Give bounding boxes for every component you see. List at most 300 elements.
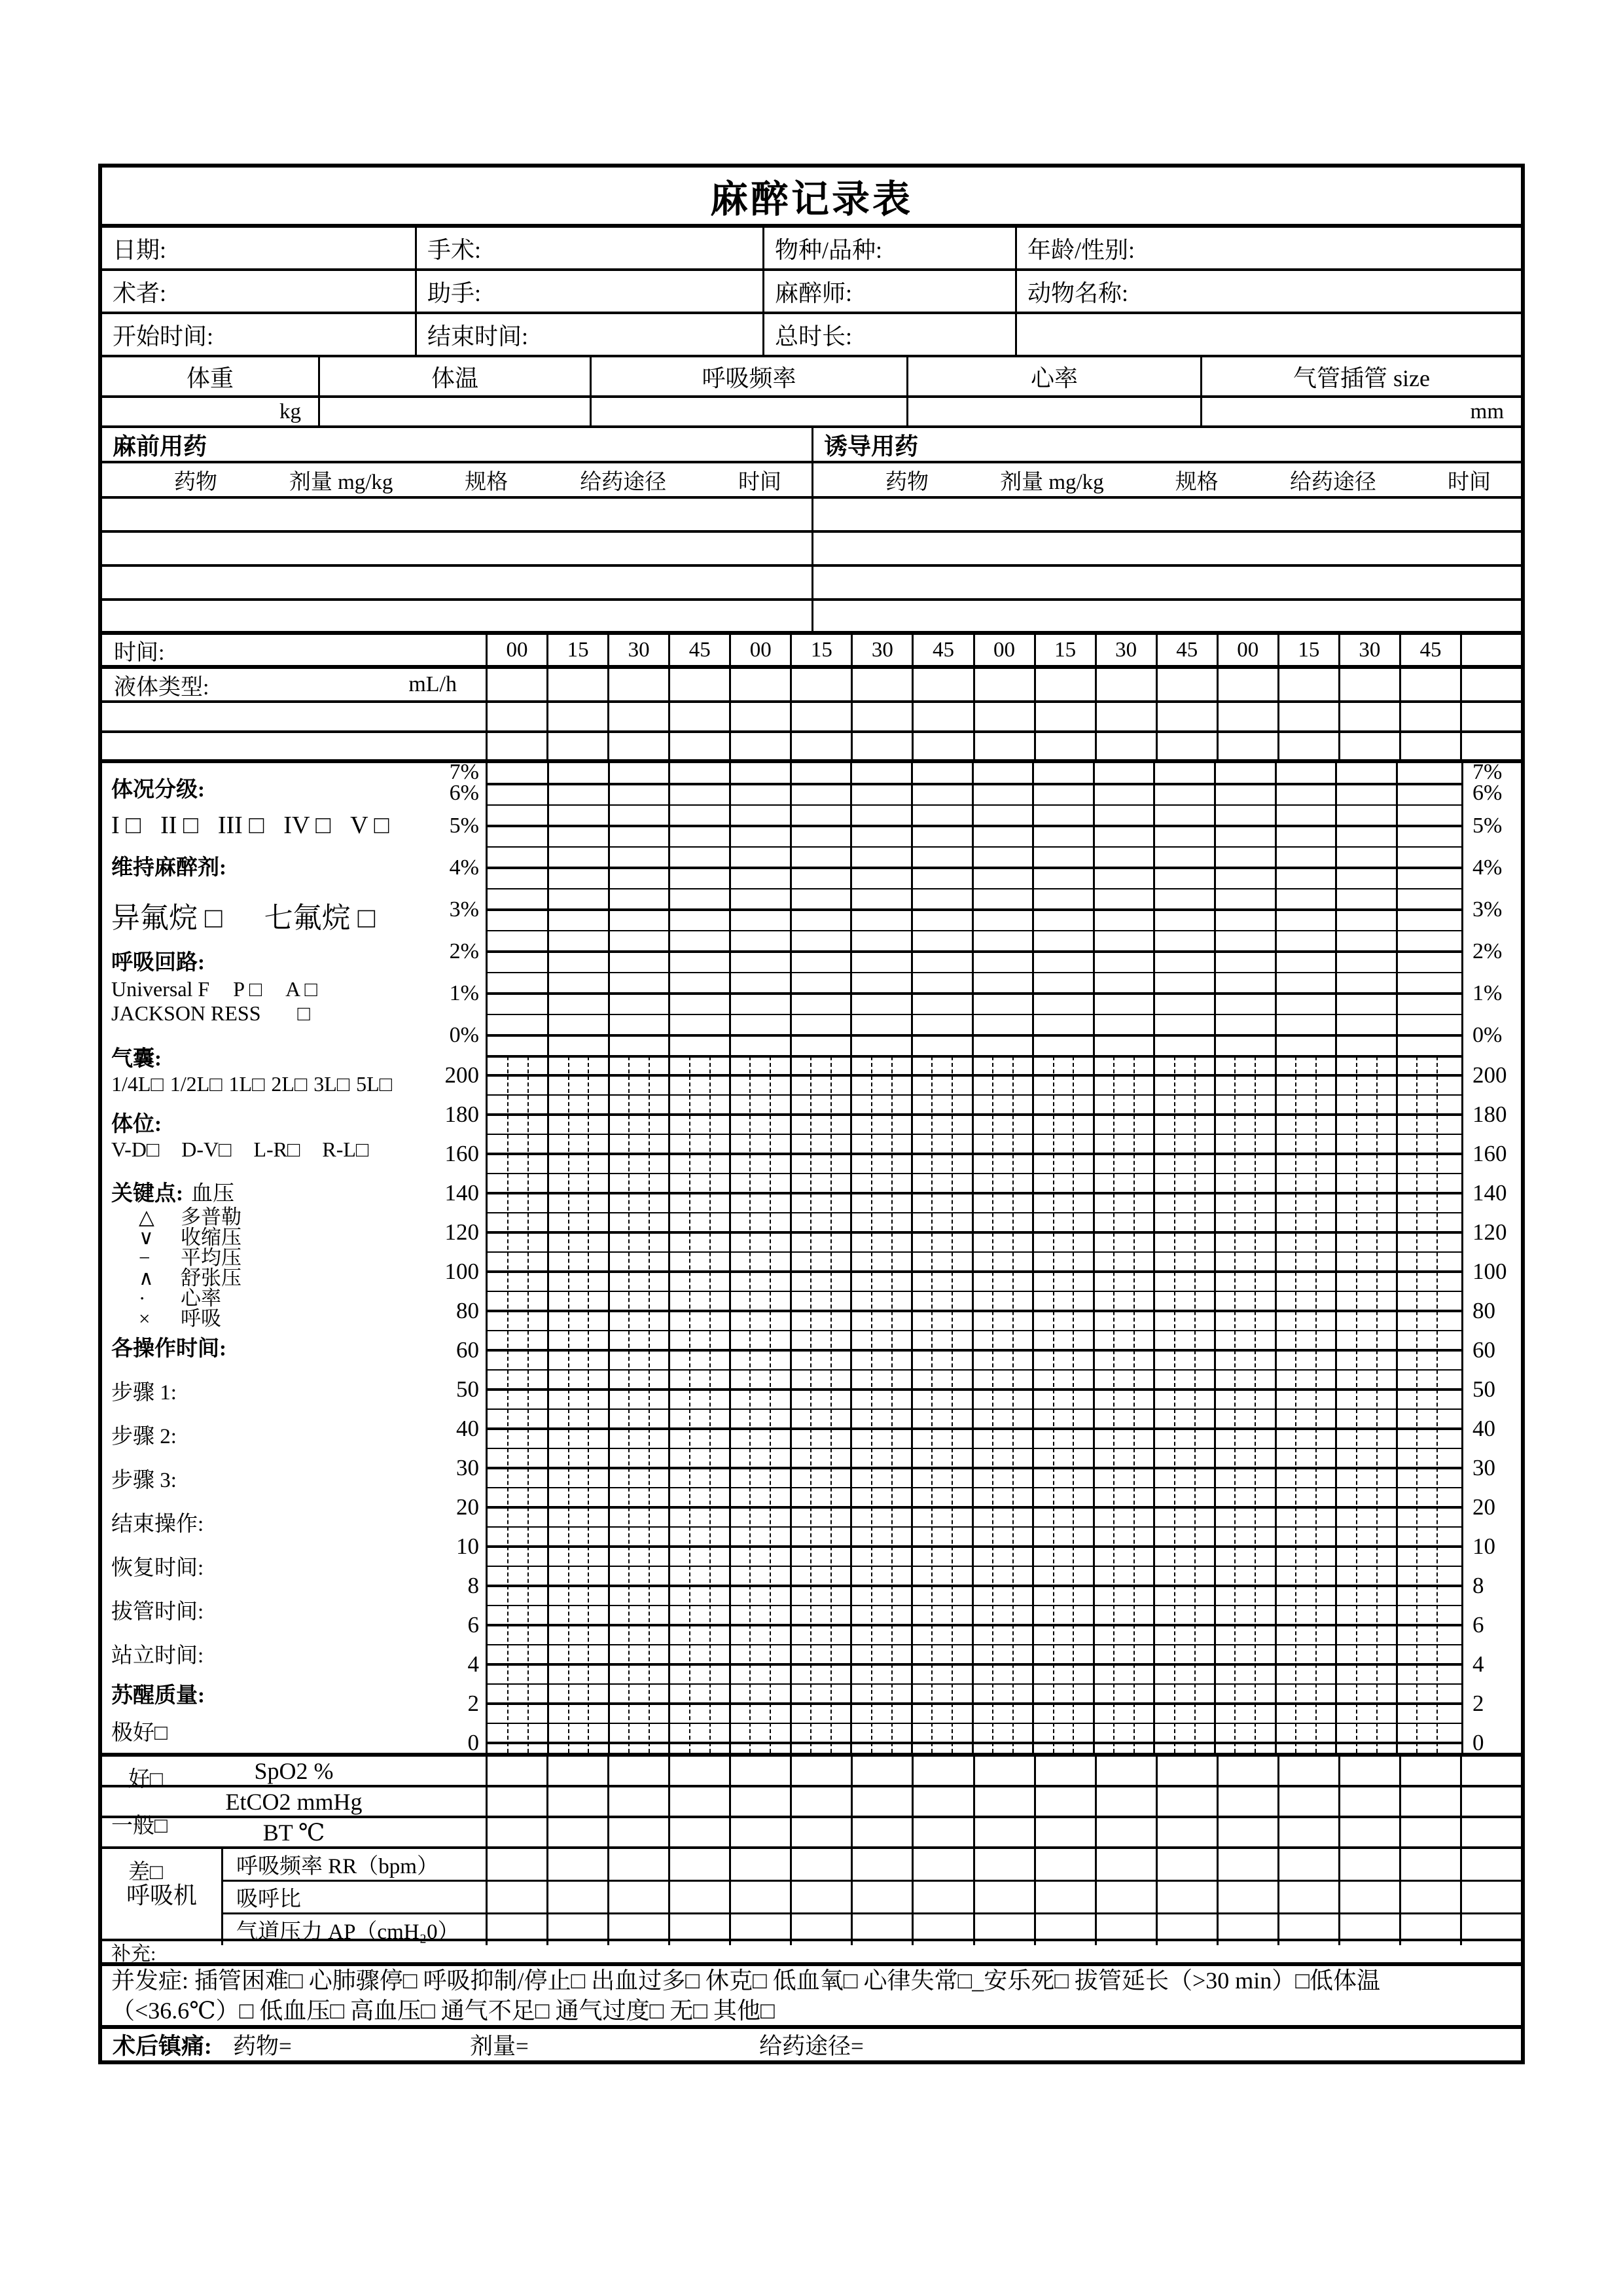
fluid-cell-14[interactable]	[1277, 669, 1338, 700]
info-grid	[102, 228, 1521, 357]
fluid-extra-1-cell-17[interactable]	[1460, 703, 1521, 730]
recovery-option-label: 一般	[111, 1814, 154, 1838]
vent-3-cell-6[interactable]	[790, 1914, 851, 1945]
vent-3-cell-14[interactable]	[1277, 1914, 1338, 1945]
vent-1-cell-8[interactable]	[912, 1849, 972, 1880]
position-checkbox-R-L[interactable]: □	[355, 1138, 369, 1161]
operation-time-1[interactable]: 步骤 1:	[111, 1381, 177, 1405]
drug-column-header: 剂量 mg/kg	[289, 470, 393, 494]
vital-tick-left-120: 120	[444, 1219, 479, 1245]
time-cell-13[interactable]: 00	[1217, 635, 1277, 665]
monitor-1-cell-4[interactable]	[668, 1757, 729, 1785]
condition-checkbox-I[interactable]: □	[126, 812, 141, 839]
fluid-cell-15[interactable]	[1338, 669, 1399, 700]
monitor-1-cell-14[interactable]	[1277, 1757, 1338, 1785]
supplement-row[interactable]	[102, 1941, 1521, 1966]
circuit-checkbox-A[interactable]: □	[304, 977, 317, 1001]
monitor-2-cell-7[interactable]	[851, 1787, 912, 1816]
vitals-chart-grid[interactable]	[486, 763, 1463, 1753]
monitor-2-cell-8[interactable]	[912, 1787, 972, 1816]
fluid-extra-1-cell-14[interactable]	[1277, 703, 1338, 730]
fluid-extra-2-cell-10[interactable]	[1034, 733, 1095, 759]
info-field-1-3[interactable]	[762, 228, 1015, 268]
vital-tick-left-100: 100	[444, 1259, 479, 1284]
postop-route-field[interactable]: 给药途径=	[759, 2034, 864, 2059]
induction-entry-cell[interactable]	[812, 533, 1521, 564]
fluid-extra-2-cell-16[interactable]	[1399, 733, 1460, 759]
time-cell-14[interactable]: 15	[1277, 635, 1338, 665]
monitor-3-cell-4[interactable]	[668, 1818, 729, 1846]
fluid-cell-17[interactable]	[1460, 669, 1521, 700]
empty-label-cell[interactable]	[102, 733, 486, 759]
fluid-cell-4[interactable]	[668, 669, 729, 700]
operation-time-5[interactable]: 恢复时间:	[111, 1556, 204, 1580]
monitor-2-cell-13[interactable]	[1217, 1787, 1277, 1816]
time-cell-2[interactable]: 15	[546, 635, 607, 665]
bag-checkbox-3L[interactable]: □	[336, 1072, 350, 1096]
vent-3-cell-15[interactable]	[1338, 1914, 1399, 1945]
vent-1-cell-14[interactable]	[1277, 1849, 1338, 1880]
position-checkbox-L-R[interactable]: □	[287, 1138, 300, 1161]
monitor-1-cell-10[interactable]	[1034, 1757, 1095, 1785]
vent-2-cell-7[interactable]	[851, 1882, 912, 1912]
premed-entry-cell[interactable]	[102, 567, 812, 598]
condition-checkbox-V[interactable]: □	[374, 812, 389, 839]
vent-sub-row-2	[221, 1882, 1521, 1914]
monitor-1-cell-5[interactable]	[729, 1757, 790, 1785]
fluid-cell-2[interactable]	[546, 669, 607, 700]
vent-3-cell-1[interactable]	[486, 1914, 546, 1945]
time-cell-4[interactable]: 45	[668, 635, 729, 665]
condition-option-I: I □	[111, 812, 141, 839]
info-field-2-2[interactable]	[415, 271, 762, 312]
vent-1-cell-11[interactable]	[1095, 1849, 1156, 1880]
fluid-extra-1-cell-2[interactable]	[546, 703, 607, 730]
monitor-3-cell-2[interactable]	[546, 1818, 607, 1846]
vent-3-cell-3[interactable]	[607, 1914, 668, 1945]
operation-time-7[interactable]: 站立时间:	[111, 1644, 204, 1668]
legend-name-2: 收缩压	[181, 1226, 241, 1249]
measure-units-row	[102, 398, 1521, 428]
fluid-extra-2-cell-13[interactable]	[1217, 733, 1277, 759]
measure-value-5[interactable]	[1200, 398, 1521, 425]
legend-symbol-6: ×	[139, 1307, 151, 1330]
info-field-1-1[interactable]	[102, 228, 415, 268]
monitor-1-cell-6[interactable]	[790, 1757, 851, 1785]
vent-3-cell-17[interactable]	[1460, 1914, 1521, 1945]
vent-2-cell-17[interactable]	[1460, 1882, 1521, 1912]
vent-1-cell-5[interactable]	[729, 1849, 790, 1880]
condition-checkbox-III[interactable]: □	[249, 812, 264, 839]
vent-1-cell-10[interactable]	[1034, 1849, 1095, 1880]
monitor-1-cell-11[interactable]	[1095, 1757, 1156, 1785]
vent-2-cell-2[interactable]	[546, 1882, 607, 1912]
pct-tick-right-0%: 0%	[1472, 1023, 1503, 1047]
vent-3-cell-10[interactable]	[1034, 1914, 1095, 1945]
fluid-extra-1-cell-6[interactable]	[790, 703, 851, 730]
monitor-1-cell-17[interactable]	[1460, 1757, 1521, 1785]
fluid-extra-1-cell-8[interactable]	[912, 703, 972, 730]
monitor-3-cell-10[interactable]	[1034, 1818, 1095, 1846]
fluid-extra-1-cell-12[interactable]	[1156, 703, 1217, 730]
vent-1-cell-15[interactable]	[1338, 1849, 1399, 1880]
info-field-1-4[interactable]	[1015, 228, 1521, 268]
vent-3-cell-4[interactable]	[668, 1914, 729, 1945]
time-cell-17[interactable]	[1460, 635, 1521, 665]
maintenance-checkbox-七氟烷[interactable]: □	[357, 902, 376, 934]
fluid-extra-1-cell-10[interactable]	[1034, 703, 1095, 730]
monitor-1-cell-12[interactable]	[1156, 1757, 1217, 1785]
drug-column-header: 规格	[465, 470, 508, 494]
premed-entry-cell[interactable]	[102, 533, 812, 564]
bag-checkbox-5L[interactable]: □	[379, 1072, 393, 1096]
vent-1-cell-9[interactable]	[973, 1849, 1034, 1880]
position-option-V-D: V-D□	[111, 1138, 160, 1161]
info-field-3-2[interactable]	[415, 314, 762, 355]
vent-1-cell-12[interactable]	[1156, 1849, 1217, 1880]
fluid-cell-1[interactable]	[486, 669, 546, 700]
vent-2-cell-16[interactable]	[1399, 1882, 1460, 1912]
monitor-1-cell-15[interactable]	[1338, 1757, 1399, 1785]
monitor-2-cell-11[interactable]	[1095, 1787, 1156, 1816]
fluid-extra-2-cell-12[interactable]	[1156, 733, 1217, 759]
vent-2-cell-12[interactable]	[1156, 1882, 1217, 1912]
measure-value-1[interactable]	[102, 398, 318, 425]
info-field-1-2[interactable]	[415, 228, 762, 268]
pct-tick-left-1%: 1%	[449, 981, 479, 1005]
monitor-1-cell-9[interactable]	[973, 1757, 1034, 1785]
monitor-2-cell-16[interactable]	[1399, 1787, 1460, 1816]
info-field-label: 结束时间:	[427, 323, 529, 350]
monitor-3-cell-1[interactable]	[486, 1818, 546, 1846]
vent-2-cell-10[interactable]	[1034, 1882, 1095, 1912]
fluid-extra-2-cell-14[interactable]	[1277, 733, 1338, 759]
time-cell-6[interactable]: 15	[790, 635, 851, 665]
fluid-cell-10[interactable]	[1034, 669, 1095, 700]
fluid-extra-1-cell-11[interactable]	[1095, 703, 1156, 730]
time-cell-3[interactable]: 30	[607, 635, 668, 665]
drug-column-header: 给药途径	[580, 470, 667, 494]
monitor-2-cell-10[interactable]	[1034, 1787, 1095, 1816]
monitor-1-cell-1[interactable]	[486, 1757, 546, 1785]
fluid-extra-1-cell-4[interactable]	[668, 703, 729, 730]
fluid-extra-1-cell-16[interactable]	[1399, 703, 1460, 730]
monitor-label-2: EtCO2 mmHg	[225, 1788, 363, 1815]
condition-checkbox-IV[interactable]: □	[315, 812, 331, 839]
induction-entry-cell[interactable]	[812, 567, 1521, 598]
premed-entry-cell[interactable]	[102, 499, 812, 530]
info-field-3-1[interactable]	[102, 314, 415, 355]
vent-3-cell-9[interactable]	[973, 1914, 1034, 1945]
monitor-1-cell-8[interactable]	[912, 1757, 972, 1785]
fluid-extra-2-cell-7[interactable]	[851, 733, 912, 759]
air-bag-label: 气囊:	[111, 1047, 162, 1071]
vital-tick-left-4: 4	[467, 1651, 479, 1677]
time-cell-7[interactable]: 30	[851, 635, 912, 665]
monitor-1-cell-16[interactable]	[1399, 1757, 1460, 1785]
bag-checkbox-1L[interactable]: □	[252, 1072, 265, 1096]
vent-1-cell-1[interactable]	[486, 1849, 546, 1880]
vital-tick-left-200: 200	[444, 1062, 479, 1088]
monitor-3-cell-17[interactable]	[1460, 1818, 1521, 1846]
vital-tick-left-50: 50	[456, 1376, 479, 1402]
monitor-2-cell-12[interactable]	[1156, 1787, 1217, 1816]
bag-option-1/2L: 1/2L□	[169, 1072, 223, 1096]
vent-1-cell-17[interactable]	[1460, 1849, 1521, 1880]
vital-tick-left-60: 60	[456, 1337, 479, 1363]
recovery-checkbox-一般[interactable]: □	[154, 1814, 168, 1838]
monitor-3-cell-11[interactable]	[1095, 1818, 1156, 1846]
condition-checkbox-II[interactable]: □	[183, 812, 198, 839]
info-field-label: 物种/品种:	[775, 236, 883, 263]
monitor-3-cell-7[interactable]	[851, 1818, 912, 1846]
fluid-extra-2-cell-9[interactable]	[973, 733, 1034, 759]
complications-line-2[interactable]: （<36.6℃）□ 低血压□ 高血压□ 通气不足□ 通气过度□ 无□ 其他□	[111, 1998, 775, 2024]
monitor-3-cell-6[interactable]	[790, 1818, 851, 1846]
fluid-extra-2-cell-15[interactable]	[1338, 733, 1399, 759]
time-cell-11[interactable]: 30	[1095, 635, 1156, 665]
info-field-2-3[interactable]	[762, 271, 1015, 312]
fluid-cell-5[interactable]	[729, 669, 790, 700]
pct-tick-left-5%: 5%	[449, 814, 479, 838]
keypoints-value: 血压	[191, 1182, 234, 1206]
fluid-cell-6[interactable]	[790, 669, 851, 700]
fluid-extra-2-cell-17[interactable]	[1460, 733, 1521, 759]
vent-2-cell-6[interactable]	[790, 1882, 851, 1912]
vent-3-cell-16[interactable]	[1399, 1914, 1460, 1945]
vent-1-cell-4[interactable]	[668, 1849, 729, 1880]
keypoints-title: 关键点:	[111, 1182, 183, 1206]
monitor-2-cell-1[interactable]	[486, 1787, 546, 1816]
monitor-2-cell-9[interactable]	[973, 1787, 1034, 1816]
drug-row-1	[102, 499, 1521, 533]
bag-checkbox-2L[interactable]: □	[294, 1072, 308, 1096]
vital-tick-left-20: 20	[456, 1494, 479, 1520]
monitor-2-cell-5[interactable]	[729, 1787, 790, 1816]
pct-tick-left-0%: 0%	[449, 1023, 479, 1047]
fluid-extra-2-cell-1[interactable]	[486, 733, 546, 759]
position-checkbox-D-V[interactable]: □	[219, 1138, 232, 1161]
drug-row-4	[102, 601, 1521, 635]
info-field-label: 总时长:	[775, 323, 853, 350]
vent-3-cell-5[interactable]	[729, 1914, 790, 1945]
drug-row-3	[102, 567, 1521, 601]
measure-value-4[interactable]	[906, 398, 1200, 425]
maintenance-option-七氟烷: 七氟烷 □	[264, 902, 376, 934]
sidebar-content	[102, 763, 423, 1886]
measure-header-3: 呼吸频率	[590, 357, 906, 395]
vent-3-cell-13[interactable]	[1217, 1914, 1277, 1945]
vital-tick-left-160: 160	[444, 1141, 479, 1166]
complications-line-1[interactable]: 并发症: 插管困难□ 心肺骤停□ 呼吸抑制/停止□ 出血过多□ 休克□ 低血氧□ 心律失常□_安乐死□ 拔管延长（>30 min）□低体温	[111, 1967, 1381, 1994]
extra-fluid-row-1	[102, 703, 1521, 733]
monitor-rows	[102, 1757, 1521, 1849]
time-cell-9[interactable]: 00	[973, 635, 1034, 665]
vent-2-cell-3[interactable]	[607, 1882, 668, 1912]
fluid-cell-3[interactable]	[607, 669, 668, 700]
time-cell-12[interactable]: 45	[1156, 635, 1217, 665]
postop-dose-field[interactable]: 剂量=	[470, 2034, 529, 2059]
fluid-cell-11[interactable]	[1095, 669, 1156, 700]
fluid-extra-2-cell-3[interactable]	[607, 733, 668, 759]
time-cell-15[interactable]: 30	[1338, 635, 1399, 665]
recovery-option-label: 好	[128, 1768, 150, 1791]
fluid-cell-7[interactable]	[851, 669, 912, 700]
monitor-2-cell-2[interactable]	[546, 1787, 607, 1816]
monitor-1-cell-13[interactable]	[1217, 1757, 1277, 1785]
monitor-1-cell-7[interactable]	[851, 1757, 912, 1785]
induction-entry-cell[interactable]	[812, 601, 1521, 631]
monitor-2-cell-3[interactable]	[607, 1787, 668, 1816]
time-cell-16[interactable]: 45	[1399, 635, 1460, 665]
vent-2-cell-5[interactable]	[729, 1882, 790, 1912]
recovery-checkbox-差[interactable]: □	[150, 1861, 163, 1884]
vent-1-cell-13[interactable]	[1217, 1849, 1277, 1880]
pct-tick-left-7%: 7%	[449, 760, 479, 784]
monitor-3-cell-3[interactable]	[607, 1818, 668, 1846]
vital-tick-right-6: 6	[1472, 1612, 1484, 1638]
position-checkbox-V-D[interactable]: □	[146, 1138, 160, 1161]
premed-entry-cell[interactable]	[102, 601, 812, 631]
operation-time-2[interactable]: 步骤 2:	[111, 1425, 177, 1448]
fluid-extra-2-cell-6[interactable]	[790, 733, 851, 759]
info-row-3	[102, 314, 1521, 357]
bag-option-1L: 1L□	[228, 1072, 265, 1096]
info-field-2-1[interactable]	[102, 271, 415, 312]
vent-1-cell-16[interactable]	[1399, 1849, 1460, 1880]
ventilator-block	[102, 1849, 1521, 1944]
vent-2-cell-13[interactable]	[1217, 1882, 1277, 1912]
measure-value-2[interactable]	[318, 398, 590, 425]
pct-tick-right-6%: 6%	[1472, 781, 1503, 805]
info-field-label: 麻醉师:	[775, 279, 853, 306]
measure-unit: kg	[279, 399, 301, 423]
vital-tick-right-40: 40	[1472, 1416, 1495, 1441]
vent-2-cell-4[interactable]	[668, 1882, 729, 1912]
vent-2-cell-1[interactable]	[486, 1882, 546, 1912]
fluid-extra-2-cell-8[interactable]	[912, 733, 972, 759]
fluid-extra-1-cell-9[interactable]	[973, 703, 1034, 730]
monitor-2-cell-4[interactable]	[668, 1787, 729, 1816]
vent-2-cell-11[interactable]	[1095, 1882, 1156, 1912]
monitor-3-cell-16[interactable]	[1399, 1818, 1460, 1846]
fluid-cell-12[interactable]	[1156, 669, 1217, 700]
fluid-extra-1-cell-3[interactable]	[607, 703, 668, 730]
vital-tick-right-180: 180	[1472, 1102, 1507, 1127]
info-field-3-3[interactable]	[762, 314, 1015, 355]
vent-3-cell-2[interactable]	[546, 1914, 607, 1945]
info-field-3-4[interactable]	[1015, 314, 1521, 355]
fluid-extra-1-cell-7[interactable]	[851, 703, 912, 730]
vent-1-cell-6[interactable]	[790, 1849, 851, 1880]
circuit-name-2: JACKSON RESS	[111, 1001, 261, 1025]
circuit-checkbox-jackson[interactable]: □	[297, 1001, 310, 1025]
time-cell-8[interactable]: 45	[912, 635, 972, 665]
fluid-extra-1-cell-13[interactable]	[1217, 703, 1277, 730]
fluid-extra-1-cell-5[interactable]	[729, 703, 790, 730]
bag-option-1/4L: 1/4L□	[111, 1072, 164, 1096]
vent-3-cell-8[interactable]	[912, 1914, 972, 1945]
empty-label-cell[interactable]	[102, 703, 486, 730]
info-field-2-4[interactable]	[1015, 271, 1521, 312]
monitor-3-cell-14[interactable]	[1277, 1818, 1338, 1846]
vent-1-cell-2[interactable]	[546, 1849, 607, 1880]
vent-3-cell-7[interactable]	[851, 1914, 912, 1945]
fluid-cell-16[interactable]	[1399, 669, 1460, 700]
monitor-1-cell-2[interactable]	[546, 1757, 607, 1785]
monitor-3-cell-8[interactable]	[912, 1818, 972, 1846]
time-cell-5[interactable]: 00	[729, 635, 790, 665]
monitor-3-cell-15[interactable]	[1338, 1818, 1399, 1846]
recovery-option-label: 极好	[111, 1721, 154, 1745]
time-cell-1[interactable]: 00	[486, 635, 546, 665]
monitor-1-cell-3[interactable]	[607, 1757, 668, 1785]
recovery-checkbox-极好[interactable]: □	[154, 1721, 168, 1745]
vent-2-cell-14[interactable]	[1277, 1882, 1338, 1912]
position-option-L-R: L-R□	[253, 1138, 300, 1161]
fluid-extra-1-cell-1[interactable]	[486, 703, 546, 730]
fluid-cell-9[interactable]	[973, 669, 1034, 700]
monitor-3-cell-5[interactable]	[729, 1818, 790, 1846]
induction-entry-cell[interactable]	[812, 499, 1521, 530]
monitor-2-cell-14[interactable]	[1277, 1787, 1338, 1816]
breathing-circuit-label: 呼吸回路:	[111, 951, 205, 975]
operation-time-3[interactable]: 步骤 3:	[111, 1469, 177, 1492]
vent-1-cell-7[interactable]	[851, 1849, 912, 1880]
vent-3-cell-11[interactable]	[1095, 1914, 1156, 1945]
fluid-extra-2-cell-5[interactable]	[729, 733, 790, 759]
fluid-extra-1-cell-15[interactable]	[1338, 703, 1399, 730]
vent-1-cell-3[interactable]	[607, 1849, 668, 1880]
postop-analgesia-row	[102, 2029, 1521, 2060]
monitor-3-cell-12[interactable]	[1156, 1818, 1217, 1846]
vent-2-cell-15[interactable]	[1338, 1882, 1399, 1912]
vent-3-cell-12[interactable]	[1156, 1914, 1217, 1945]
circuit-checkbox-P[interactable]: □	[249, 977, 262, 1001]
monitor-2-cell-15[interactable]	[1338, 1787, 1399, 1816]
fluid-cell-13[interactable]	[1217, 669, 1277, 700]
pct-tick-right-5%: 5%	[1472, 814, 1503, 838]
bag-checkbox-1/4L[interactable]: □	[151, 1072, 164, 1096]
info-row-1	[102, 228, 1521, 271]
fluid-extra-2-cell-4[interactable]	[668, 733, 729, 759]
operation-time-4[interactable]: 结束操作:	[111, 1513, 204, 1536]
operation-time-6[interactable]: 拔管时间:	[111, 1600, 204, 1624]
axis-right	[1463, 760, 1521, 1755]
recovery-checkbox-好[interactable]: □	[150, 1768, 163, 1791]
monitor-3-cell-9[interactable]	[973, 1818, 1034, 1846]
vital-tick-left-40: 40	[456, 1416, 479, 1441]
bag-checkbox-1/2L[interactable]: □	[209, 1072, 223, 1096]
fluid-extra-2-cell-11[interactable]	[1095, 733, 1156, 759]
position-option-R-L: R-L□	[322, 1138, 369, 1161]
drug-entry-rows	[102, 499, 1521, 635]
fluid-extra-2-cell-2[interactable]	[546, 733, 607, 759]
monitor-2-cell-17[interactable]	[1460, 1787, 1521, 1816]
drug-column-header: 时间	[738, 470, 781, 494]
monitor-2-cell-6[interactable]	[790, 1787, 851, 1816]
vent-2-cell-8[interactable]	[912, 1882, 972, 1912]
vital-tick-left-0: 0	[467, 1730, 479, 1755]
time-cell-10[interactable]: 15	[1034, 635, 1095, 665]
monitor-3-cell-13[interactable]	[1217, 1818, 1277, 1846]
vent-2-cell-9[interactable]	[973, 1882, 1034, 1912]
measure-value-3[interactable]	[590, 398, 906, 425]
fluid-cell-8[interactable]	[912, 669, 972, 700]
vital-tick-right-80: 80	[1472, 1298, 1495, 1323]
maintenance-checkbox-异氟烷[interactable]: □	[205, 902, 223, 934]
postop-drug-field[interactable]: 药物=	[233, 2034, 292, 2059]
